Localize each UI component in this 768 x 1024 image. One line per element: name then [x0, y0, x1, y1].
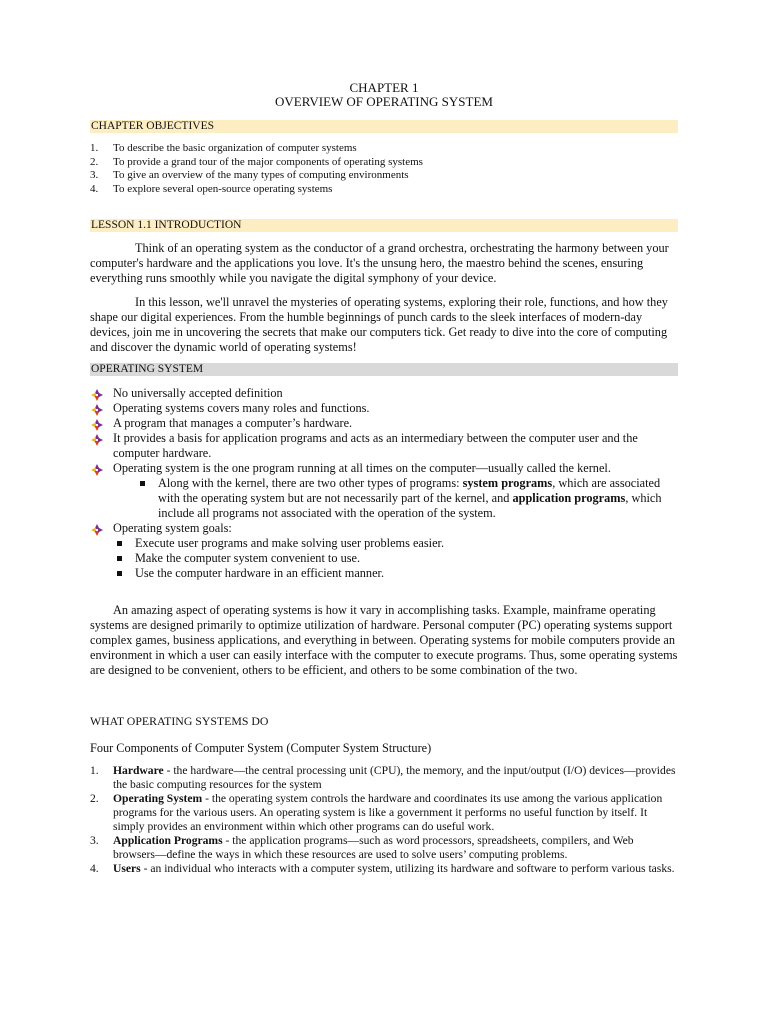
objectives-list	[90, 142, 678, 196]
component-term: Users	[113, 862, 141, 875]
four-color-arrow-bullet-icon	[91, 524, 103, 536]
item-text: To give an overview of the many types of computing environments	[113, 169, 409, 181]
goal-text: Make the computer system convenient to use.	[135, 551, 361, 565]
sub-text: , which include all programs not associated with the operation of the system.	[158, 491, 662, 520]
sub-text: , which are associated with the operating system but are not necessarily part of the kernel, and	[158, 476, 661, 505]
list-item	[113, 551, 678, 566]
component-text: - the hardware—the central processing unit (CPU), the memory, and the input/output (I/O) devices—provides the basic computing resources for the system	[113, 764, 676, 791]
list-item	[90, 521, 678, 581]
square-bullet-icon	[117, 571, 122, 576]
list-item	[90, 764, 678, 792]
list-item	[90, 156, 678, 170]
square-bullet-icon	[140, 481, 145, 486]
item-text: To explore several open-source operating systems	[113, 182, 333, 195]
objectives-heading: CHAPTER OBJECTIVES	[90, 120, 678, 133]
bullet-text: It provides a basis for application programs and acts as an intermediary between the computer user and the computer hardware.	[113, 431, 638, 460]
goal-text: Execute user programs and make solving user problems easier.	[135, 536, 445, 550]
list-item	[136, 476, 678, 521]
list-item	[90, 386, 678, 401]
components-list	[90, 764, 678, 876]
os-paragraph: An amazing aspect of operating systems is how it vary in accomplishing tasks. Example, mainframe operating systems are designed primarily to optimize utilization of hardware. Personal computer (PC) operating systems support complex games, business applications, and everything in between. Operating systems for mobile computers provide an environment in which a user can easily interface with the computer to execute programs. Thus, some operating systems are designed to be convenient, others to be efficient, and others to be some combination of the two.	[90, 603, 678, 677]
item-number: 1.	[90, 142, 99, 154]
item-number: 1.	[90, 764, 99, 777]
list-item	[90, 431, 678, 461]
list-item	[90, 792, 678, 834]
bullet-text: No universally accepted definition	[113, 386, 283, 400]
list-item	[113, 566, 678, 581]
item-number: 3.	[90, 169, 99, 181]
term-system-programs: system programs	[462, 476, 553, 490]
four-color-arrow-bullet-icon	[91, 434, 103, 446]
four-color-arrow-bullet-icon	[91, 389, 103, 401]
item-number: 4.	[90, 862, 99, 875]
item-text: To describe the basic organization of computer systems	[113, 142, 357, 154]
what-os-do-heading: WHAT OPERATING SYSTEMS DO	[90, 714, 269, 728]
intro-paragraph: In this lesson, we'll unravel the mysteries of operating systems, exploring their role, functions, and how they shape our digital experiences. From the humble beginnings of punch cards to the sleek interfaces of modern-day devices, join me in uncovering the secrets that make our computers tick. Get ready to dive into the core of computing and discover the dynamic world of operating systems!	[90, 295, 668, 354]
component-term: Application Programs	[113, 834, 223, 847]
goals-sublist	[113, 536, 678, 581]
square-bullet-icon	[117, 556, 122, 561]
list-item	[90, 834, 678, 862]
os-heading: OPERATING SYSTEM	[90, 363, 678, 376]
component-text: - an individual who interacts with a computer system, utilizing its hardware and software to perform various tasks.	[140, 862, 675, 875]
chapter-number: CHAPTER 1	[349, 80, 419, 95]
list-item	[90, 183, 678, 197]
bullet-text: Operating systems covers many roles and functions.	[113, 401, 370, 415]
item-number: 3.	[90, 834, 99, 847]
bullet-text: Operating system goals:	[113, 521, 232, 535]
intro-paragraph: Think of an operating system as the conductor of a grand orchestra, orchestrating the harmony between your computer's hardware and the applications you love. It's the unsung hero, the maestro behind the scenes, ensuring everything runs smoothly while you navigate the digital symphony of your device.	[90, 241, 669, 285]
lesson-heading: LESSON 1.1 INTRODUCTION	[90, 219, 678, 232]
component-text: - the operating system controls the hardware and coordinates its use among the various application programs for the various users. An operating system is like a government it performs no useful function by itself. It simply provides an environment within which other programs can do useful work.	[113, 792, 663, 833]
four-color-arrow-bullet-icon	[91, 404, 103, 416]
item-number: 2.	[90, 792, 99, 805]
list-item	[90, 461, 678, 521]
list-item	[90, 862, 678, 876]
term-application-programs: application programs	[512, 491, 626, 505]
list-item	[90, 169, 678, 183]
kernel-sublist	[113, 476, 678, 521]
os-bullet-list	[90, 386, 678, 581]
four-color-arrow-bullet-icon	[91, 419, 103, 431]
four-color-arrow-bullet-icon	[91, 464, 103, 476]
list-item	[90, 142, 678, 156]
component-term: Hardware	[113, 764, 164, 777]
component-text: - the application programs—such as word processors, spreadsheets, compilers, and Web browsers—define the ways in which these resources are used to solve users’ computing problems.	[113, 834, 634, 861]
bullet-text: Operating system is the one program running at all times on the computer—usually called the kernel.	[113, 461, 611, 475]
goal-text: Use the computer hardware in an efficient manner.	[135, 566, 385, 580]
bullet-text: A program that manages a computer’s hardware.	[113, 416, 353, 430]
list-item	[90, 416, 678, 431]
components-subheading: Four Components of Computer System (Computer System Structure)	[90, 741, 432, 755]
chapter-title: OVERVIEW OF OPERATING SYSTEM	[275, 94, 493, 109]
item-number: 4.	[90, 182, 99, 195]
item-text: To provide a grand tour of the major components of operating systems	[113, 155, 423, 168]
list-item	[90, 401, 678, 416]
component-term: Operating System	[113, 792, 203, 805]
item-number: 2.	[90, 155, 99, 168]
square-bullet-icon	[117, 541, 122, 546]
list-item	[113, 536, 678, 551]
sub-text: Along with the kernel, there are two other types of programs:	[158, 476, 463, 490]
